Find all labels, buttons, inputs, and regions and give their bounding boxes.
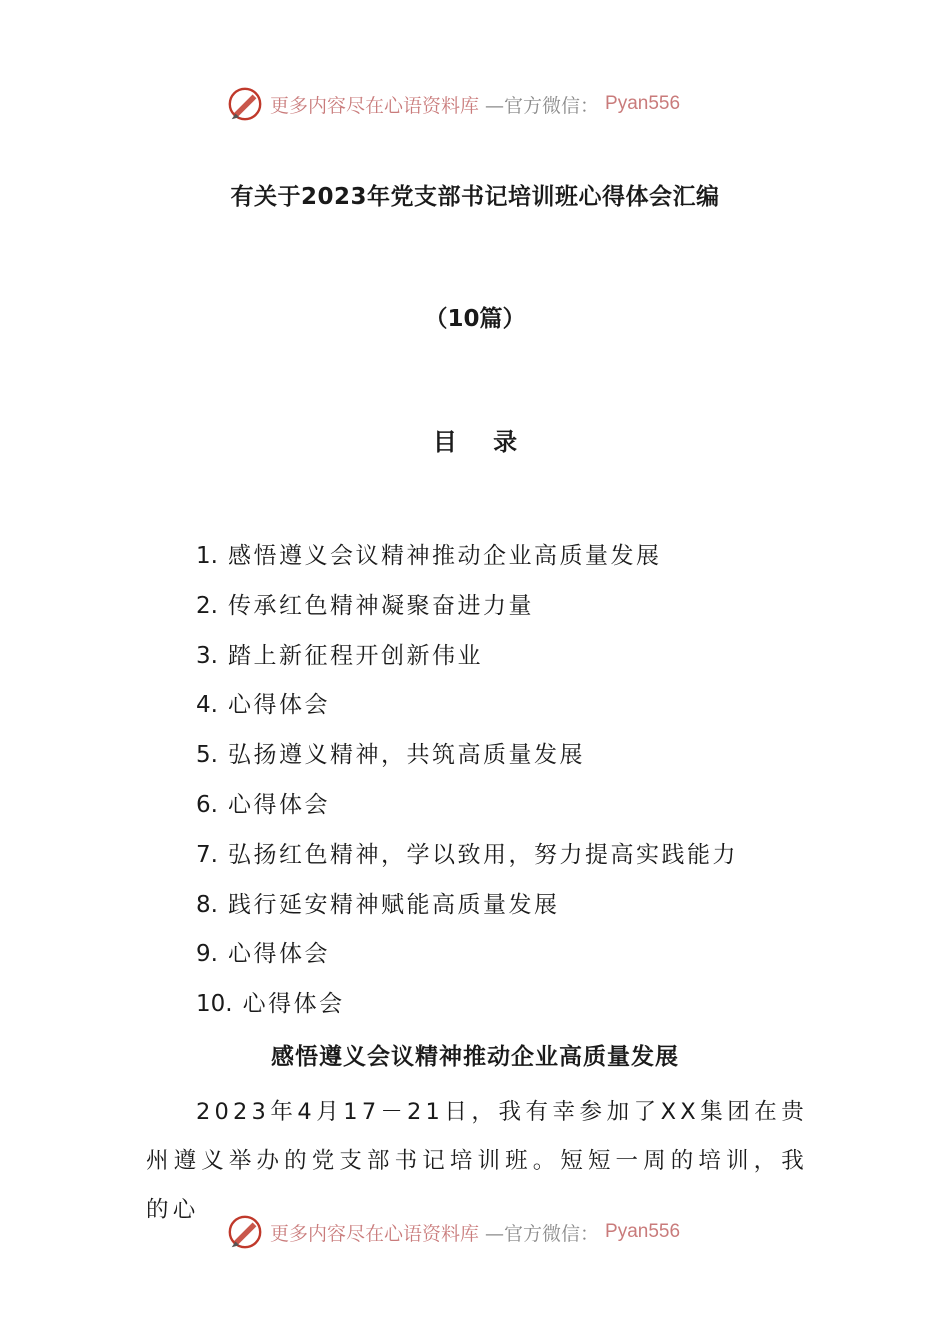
pen-logo-icon xyxy=(226,1213,264,1251)
toc-item xyxy=(196,538,738,588)
toc-item-text: 感悟遵义会议精神推动企业高质量发展 xyxy=(227,543,662,569)
toc-item-number: 1. xyxy=(196,543,218,569)
toc-item xyxy=(196,737,738,787)
toc-item-number: 5. xyxy=(196,742,218,769)
toc-item xyxy=(196,588,738,638)
toc-item-number: 2. xyxy=(196,592,218,619)
section-heading: 感悟遵义会议精神推动企业高质量发展 xyxy=(271,1044,679,1070)
toc-item-number: 3. xyxy=(196,642,218,669)
toc-item-number: 8. xyxy=(196,891,218,918)
watermark-official-text: —官方微信： xyxy=(485,1222,600,1245)
toc-item xyxy=(196,936,738,986)
toc-item-text: 弘扬遵义精神，共筑高质量发展 xyxy=(227,742,585,769)
watermark-account-text: Pyan556 xyxy=(605,93,681,114)
toc-item xyxy=(196,986,738,1036)
toc-item-text: 心得体会 xyxy=(227,941,330,968)
toc-item-text: 践行延安精神赋能高质量发展 xyxy=(227,891,560,918)
body-paragraph: 2023年4月17－21日，我有幸参加了XX集团在贵州遵义举办的党支部书记培训班。短短一周的培训，我的心 xyxy=(146,1099,808,1223)
watermark-banner-bottom xyxy=(226,1212,680,1252)
toc-item-number: 10. xyxy=(196,991,233,1018)
toc-item-text: 弘扬红色精神，学以致用，努力提高实践能力 xyxy=(227,841,738,868)
watermark-account-text: Pyan556 xyxy=(605,1221,681,1242)
toc-item xyxy=(196,837,738,887)
watermark-main-text: 更多内容尽在心语资料库 xyxy=(270,1222,480,1245)
toc-item-text: 踏上新征程开创新伟业 xyxy=(227,642,483,669)
toc-item xyxy=(196,687,738,737)
watermark-official-text: —官方微信： xyxy=(485,94,600,117)
pen-logo-icon xyxy=(226,85,264,123)
toc-item-text: 心得体会 xyxy=(242,991,345,1018)
toc-item xyxy=(196,638,738,688)
toc-item-number: 9. xyxy=(196,941,218,968)
table-of-contents xyxy=(196,538,738,1036)
toc-heading: 目 录 xyxy=(432,428,532,456)
toc-item-number: 4. xyxy=(196,692,218,719)
toc-item xyxy=(196,887,738,937)
watermark-main-text: 更多内容尽在心语资料库 xyxy=(270,94,480,117)
toc-item-text: 传承红色精神凝聚奋进力量 xyxy=(227,592,534,619)
watermark-banner-top xyxy=(226,84,680,124)
toc-item-text: 心得体会 xyxy=(227,791,330,818)
article-count: （10篇） xyxy=(424,306,526,332)
toc-item-number: 6. xyxy=(196,791,218,818)
toc-item-number: 7. xyxy=(196,841,218,868)
toc-item xyxy=(196,787,738,837)
document-title: 有关于2023年党支部书记培训班心得体会汇编 xyxy=(230,184,720,210)
toc-item-text: 心得体会 xyxy=(227,692,330,719)
